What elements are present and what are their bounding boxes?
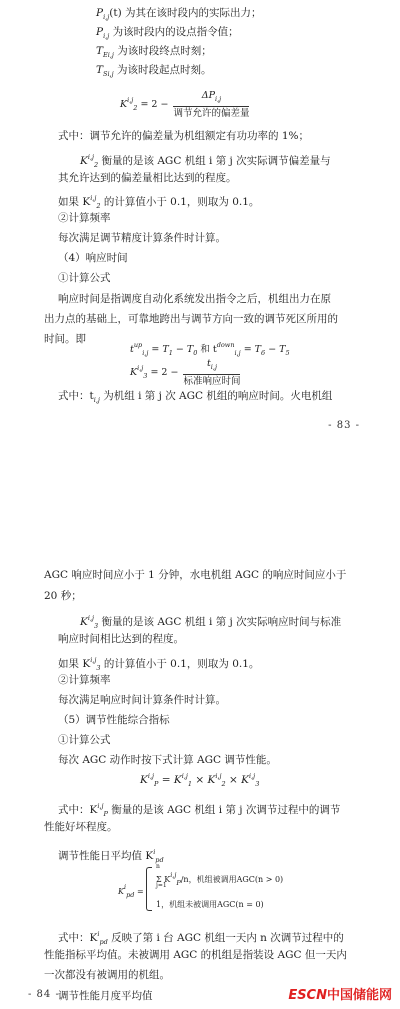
formula-operator: = 2 − [137, 99, 172, 110]
paragraph-line [58, 653, 259, 675]
subscript: P [176, 879, 181, 887]
escn-watermark-logo [288, 984, 392, 1003]
formula-term: − T [265, 344, 286, 355]
numerator-symbol: t [206, 358, 211, 369]
definition-line-setpoint [96, 25, 239, 43]
formula-term: = T [148, 344, 169, 355]
paragraph-text: 反映了第 i 台 AGC 机组一天内 n 次调节过程中的 [107, 932, 344, 944]
definition-text: 为该时段起点时刻。 [113, 64, 212, 76]
formula-term: = T [240, 344, 262, 355]
section-label: ②计算频率 [58, 674, 111, 686]
section-label: ①计算公式 [58, 272, 111, 284]
symbol-k: K [80, 155, 88, 167]
formula-term: × K [192, 774, 216, 786]
piecewise-lhs [118, 883, 144, 899]
formula-term: 和 t [197, 344, 217, 355]
document-page-84 [0, 565, 400, 1009]
paragraph-line: 每次满足调节精度计算条件时计算。 [58, 232, 226, 244]
subscript: 2 [133, 104, 138, 112]
subscript: i,j [215, 95, 222, 103]
superscript: i,j [249, 772, 256, 780]
superscript: i [123, 883, 127, 891]
definition-line-actual-output [96, 6, 262, 24]
subscript: i,j [103, 13, 110, 21]
sum-lower-limit: j=1 [156, 882, 167, 889]
paragraph-line: 响应时间相比达到的程度。 [58, 633, 184, 645]
paragraph-text: 调节性能日平均值 K [58, 850, 154, 862]
formula-response-time [130, 341, 290, 357]
paragraph-text: 式中：K [58, 804, 98, 816]
superscript: i,j [147, 772, 155, 780]
paragraph-line [58, 191, 259, 213]
formula-k2 [120, 90, 249, 119]
subscript: P [154, 780, 159, 788]
formula-kp [140, 772, 259, 788]
paragraph-text: 如果 K [58, 196, 91, 208]
paragraph-text: 衡量的是该 AGC 机组 i 第 j 次调节过程中的调节 [107, 804, 341, 816]
formula-operator: = 2 − [147, 367, 182, 378]
superscript: i [153, 848, 156, 856]
paragraph-line: 性能好坏程度。 [44, 821, 118, 833]
superscript: i,j [87, 614, 95, 622]
case-condition: ，机组被调用AGC(n > 0) [188, 875, 284, 884]
formula-kpd-piecewise [118, 863, 318, 919]
formula-operator: = [134, 887, 144, 896]
sum-upper-limit: n [156, 863, 160, 870]
subscript: 3 [94, 622, 99, 630]
superscript: i [97, 930, 100, 938]
fraction-numerator [183, 358, 240, 375]
symbol-t: T [96, 45, 104, 57]
subscript: Ei,j [103, 51, 114, 59]
formula-term: − T [172, 344, 194, 355]
subscript: 5 [285, 349, 290, 357]
paragraph-line: 性能指标平均值。未被调用 AGC 的机组是指装设 AGC 但一天内 [44, 949, 347, 961]
paragraph-line [58, 799, 340, 821]
numerator-symbol: ΔP [201, 90, 216, 101]
document-page-83 [0, 0, 400, 470]
subscript: pd [155, 856, 164, 864]
watermark-latin: ESCN [288, 988, 327, 1003]
paragraph-line: 20 秒； [44, 590, 82, 602]
paragraph-line: 一次都没有被调用的机组。 [44, 969, 170, 981]
definition-text: 为该时段内的设点指令值； [109, 26, 239, 38]
paragraph-text: 衡量的是该 AGC 机组 i 第 j 次实际调节偏差量与 [98, 155, 331, 167]
formula-term: = K [158, 774, 182, 786]
subscript: 3 [255, 780, 260, 788]
subscript: 6 [261, 349, 266, 357]
paragraph-line: 每次 AGC 动作时按下式计算 AGC 调节性能。 [58, 754, 277, 766]
case-condition: ，机组未被调用AGC(n = 0) [161, 900, 264, 909]
case-expression: /n [180, 875, 189, 884]
fraction-denominator: 标准响应时间 [183, 376, 241, 387]
superscript: i,j [90, 656, 97, 664]
formula-k3 [130, 358, 240, 387]
paragraph-text: 如果 K [58, 658, 91, 670]
symbol-k: K [118, 887, 124, 896]
subscript: 0 [193, 349, 198, 357]
subscript: pd [126, 891, 135, 899]
subscript: 3 [143, 372, 148, 380]
paragraph-line: 式中：调节允许的偏差量为机组额定有功功率的 1%； [58, 130, 309, 142]
subscript: i,j [103, 32, 110, 40]
symbol-k: K [130, 367, 138, 378]
case-expression: Σ K [156, 875, 171, 884]
definition-line-start-time [96, 63, 211, 81]
paragraph-text: 式中：t [58, 390, 94, 402]
superscript: i,j [90, 194, 97, 202]
superscript: i,j [137, 364, 144, 372]
symbol-t: t [130, 344, 134, 355]
subscript: pd [99, 938, 108, 946]
piecewise-case-2 [156, 899, 264, 910]
case-expression: 1 [156, 900, 162, 909]
subscript: i,j [93, 396, 100, 404]
paragraph-text: 为机组 i 第 j 次 AGC 机组的响应时间。火电机组 [99, 390, 333, 402]
definition-text: 为该时段终点时刻； [113, 45, 212, 57]
subscript: 2 [221, 780, 226, 788]
paragraph-line: 出力点的基础上，可靠地跨出与调节方向一致的调节死区所用的 [44, 313, 338, 325]
subscript: 2 [96, 202, 101, 210]
fraction-numerator [173, 90, 249, 107]
symbol-k: K [120, 99, 128, 110]
subscript: i,j [210, 363, 217, 371]
paragraph-text: 式中：K [58, 932, 98, 944]
paragraph-line: 其允许达到的偏差量相比达到的程度。 [58, 172, 237, 184]
section-label: ①计算公式 [58, 734, 111, 746]
subscript: 1 [187, 780, 193, 788]
paragraph-line: AGC 响应时间应小于 1 分钟，水电机组 AGC 的响应时间应小于 [44, 569, 347, 581]
superscript: i,j [170, 871, 177, 879]
subscript: Si,j [103, 70, 114, 78]
symbol-k: K [140, 774, 148, 786]
paragraph-text: 的计算值小于 0.1，则取为 0.1。 [100, 658, 260, 670]
superscript: i,j [181, 772, 188, 780]
formula-term: × K [225, 774, 250, 786]
section-heading: （5）调节性能综合指标 [58, 714, 170, 726]
page-number: - 84 - [28, 989, 60, 1000]
section-label: ②计算频率 [58, 212, 111, 224]
subscript: 2 [94, 161, 99, 169]
subscript: i,j [234, 349, 241, 357]
definition-line-end-time [96, 44, 212, 62]
symbol-t: T [96, 64, 104, 76]
left-brace [146, 867, 152, 911]
paragraph-line [58, 927, 344, 949]
page-number: - 83 - [328, 420, 360, 431]
fraction-denominator: 调节允许的偏差量 [173, 108, 250, 119]
section-heading: （4）响应时间 [58, 252, 128, 264]
subscript: i,j [142, 349, 149, 357]
superscript: down [216, 341, 235, 349]
paragraph-line: 每次满足响应时间计算条件时计算。 [58, 694, 226, 706]
fraction [183, 358, 240, 387]
subscript: 3 [96, 664, 101, 672]
paragraph-line: 调节性能月度平均值 [58, 990, 153, 1002]
superscript: i,j [127, 96, 134, 104]
paragraph-line [80, 150, 331, 172]
superscript: i,j [87, 153, 95, 161]
paragraph-line [58, 389, 332, 407]
paragraph-line: 时间。即 [44, 333, 86, 345]
symbol-k: K [80, 616, 88, 628]
paragraph-text: 的计算值小于 0.1，则取为 0.1。 [100, 196, 260, 208]
watermark-cjk: 中国储能网 [326, 988, 392, 1003]
page-gap [0, 470, 400, 565]
superscript: i,j [97, 802, 104, 810]
paragraph-line: 响应时间是指调度自动化系统发出指令之后，机组出力在原 [58, 293, 331, 305]
paragraph-text: 衡量的是该 AGC 机组 i 第 j 次实际响应时间与标准 [98, 616, 342, 628]
superscript: up [133, 341, 143, 349]
paragraph-line [80, 611, 341, 633]
subscript: 1 [168, 349, 173, 357]
definition-text: (t) 为其在该时段内的实际出力； [109, 7, 262, 19]
symbol-p: P [96, 7, 104, 19]
symbol-p: P [96, 26, 104, 38]
fraction [173, 90, 249, 119]
subscript: P [103, 810, 108, 818]
piecewise-case-1 [156, 871, 283, 887]
superscript: i,j [215, 772, 222, 780]
